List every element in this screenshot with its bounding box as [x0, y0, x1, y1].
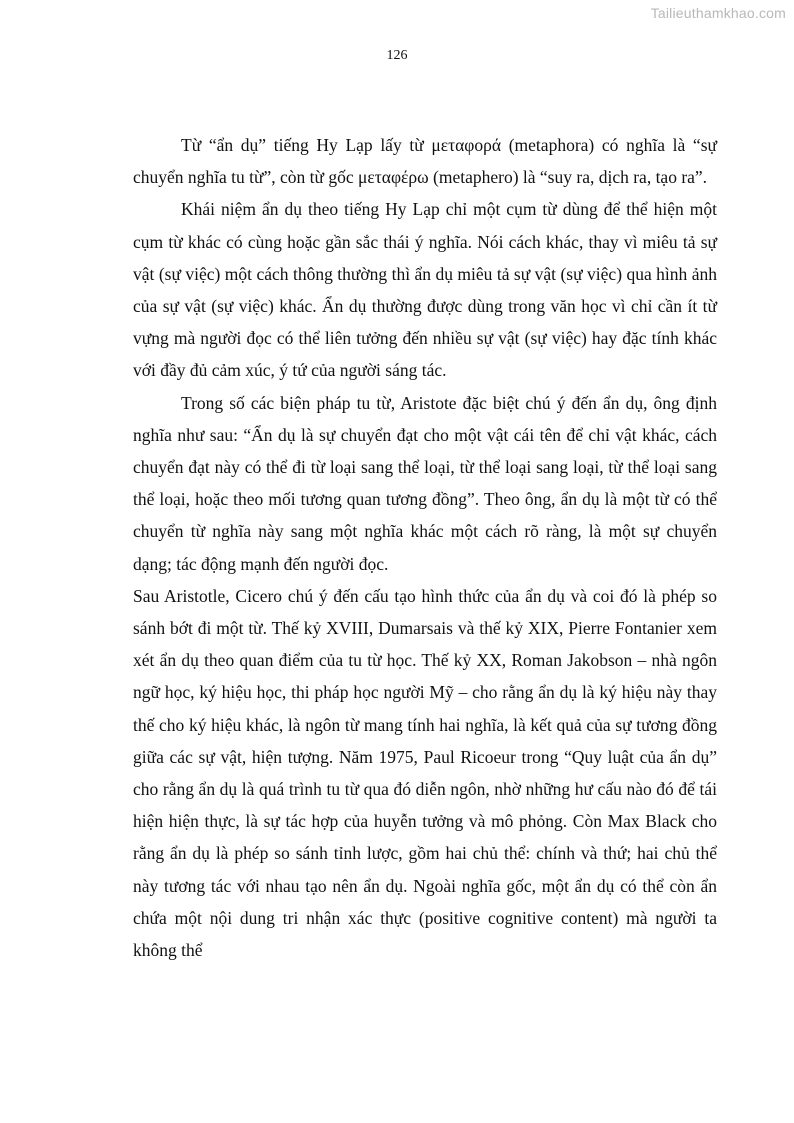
page-number: 126	[386, 48, 408, 63]
document-body	[133, 129, 717, 966]
paragraph-aristotle-definition: Trong số các biện pháp tu từ, Aristote đặc biệt chú ý đến ẩn dụ, ông định nghĩa như sau: “Ẩn dụ là sự chuyển đạt cho một vật cái tên để chỉ vật khác, cách chuyển đạt này có thể đi từ loại sang thể loại, từ thể loại sang loại, từ thể loại sang thể loại, hoặc theo mối tương quan tương đồng”. Theo ông, ẩn dụ là một từ có thể chuyển từ nghĩa này sang một nghĩa khác một cách rõ ràng, là một sự chuyển dạng; tác động mạnh đến người đọc.	[133, 392, 717, 574]
paragraph-metaphor-etymology: Từ “ẩn dụ” tiếng Hy Lạp lấy từ μεταφορά (metaphora) có nghĩa là “sự chuyển nghĩa tu từ”, còn từ gốc μεταφέρω (metaphero) là “suy ra, dịch ra, tạo ra”.	[133, 135, 717, 188]
paragraph-metaphor-concept: Khái niệm ẩn dụ theo tiếng Hy Lạp chỉ một cụm từ dùng để thể hiện một cụm từ khác có cùng hoặc gần sắc thái ý nghĩa. Nói cách khác, thay vì miêu tả sự vật (sự việc) một cách thông thường thì ẩn dụ miêu tả sự vật (sự việc) qua hình ảnh của sự vật (sự việc) khác. Ẩn dụ thường được dùng trong văn học vì chỉ cần ít từ vựng mà người đọc có thể liên tưởng đến nhiều sự vật (sự việc) hay đặc tính khác với đầy đủ cảm xúc, ý tứ của người sáng tác.	[133, 199, 717, 381]
watermark-text: Tailieuthamkhao.com	[650, 5, 786, 21]
paragraph-later-theories: Sau Aristotle, Cicero chú ý đến cấu tạo hình thức của ẩn dụ và coi đó là phép so sánh bớt đi một từ. Thế kỷ XVIII, Dumarsais và thế kỷ XIX, Pierre Fontanier xem xét ẩn dụ theo quan điểm của tu từ học. Thế kỷ XX, Roman Jakobson – nhà ngôn ngữ học, ký hiệu học, thi pháp học người Mỹ – cho rằng ẩn dụ là ký hiệu này thay thế cho ký hiệu khác, là ngôn từ mang tính hai nghĩa, là kết quả của sự tương đồng giữa các sự vật, hiện tượng. Năm 1975, Paul Ricoeur trong “Quy luật của ẩn dụ” cho rằng ẩn dụ là quá trình tu từ qua đó diễn ngôn, nhờ những hư cấu nào đó để tái hiện hiện thực, là sự tác hợp của huyễn tưởng và mô phỏng. Còn Max Black cho rằng ẩn dụ là phép so sánh tỉnh lược, gồm hai chủ thể: chính và thứ; hai chủ thể này tương tác với nhau tạo nên ẩn dụ. Ngoài nghĩa gốc, một ẩn dụ có thể còn ẩn chứa một nội dung tri nhận xác thực (positive cognitive content) mà người ta không thể	[133, 585, 717, 961]
